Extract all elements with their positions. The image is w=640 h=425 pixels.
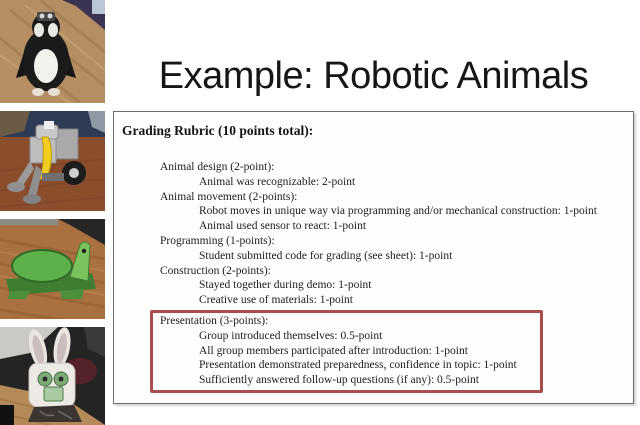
- penguin-robot-image: [0, 0, 105, 103]
- rubric-item: Robot moves in unique way via programming and/or mechanical construction: 1-point: [199, 205, 597, 218]
- rubric-section-label: Programming (1-points):: [160, 234, 275, 247]
- rubric-section-label: Animal design (2-point):: [160, 161, 275, 173]
- rubric-item: Animal was recognizable: 2-point: [199, 175, 356, 188]
- rubric-item: Student submitted code for grading (see sheet): 1-point: [199, 249, 453, 262]
- lego-animal-robot-photo: [0, 111, 105, 211]
- rubric-item: Presentation demonstrated preparedness, confidence in topic: 1-point: [199, 359, 517, 372]
- rubric-content: [114, 160, 633, 393]
- rubric-item: Stayed together during demo: 1-point: [199, 279, 372, 292]
- turtle-robot-photo: [0, 219, 105, 319]
- rubric-item: Group introduced themselves: 0.5-point: [199, 329, 383, 342]
- rubric-section-label: Animal movement (2-points):: [160, 190, 298, 203]
- lego-animal-robot-image: [0, 111, 105, 211]
- rubric-item: Sufficiently answered follow-up questions (if any): 0.5-point: [199, 374, 479, 387]
- presentation-highlight-box: [150, 310, 543, 393]
- rubric-section-label: Construction (2-points):: [160, 264, 271, 277]
- rubric-item: Animal used sensor to react: 1-point: [199, 220, 367, 233]
- rubric-item: Creative use of materials: 1-point: [199, 294, 353, 307]
- rubric-item: All group members participated after introduction: 1-point: [199, 344, 468, 357]
- penguin-robot-photo: [0, 0, 105, 103]
- turtle-robot-image: [0, 219, 105, 319]
- rabbit-robot-photo: [0, 327, 105, 425]
- rubric-section-label: Presentation (3-points):: [160, 314, 269, 327]
- rubric-heading: Grading Rubric (10 points total):: [122, 123, 314, 138]
- grading-rubric-box: [113, 111, 634, 404]
- photo-strip: [0, 0, 105, 425]
- rabbit-robot-image: [0, 327, 105, 425]
- slide-title: Example: Robotic Animals: [158, 55, 589, 98]
